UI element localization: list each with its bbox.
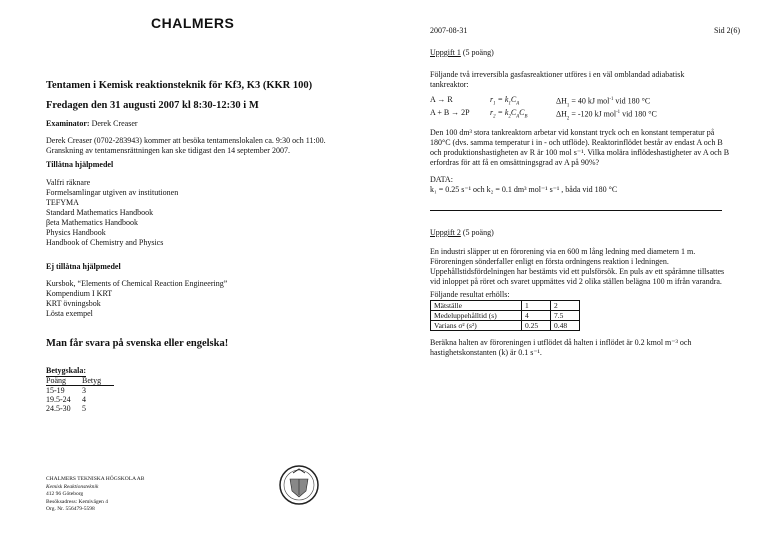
task-line: Beräkna halten av föroreningen i utflödet då halten i inflödet är 0.2 kmol m⁻³ och xyxy=(430,338,692,347)
exam-datetime: Fredagen den 31 augusti 2007 kl 8:30-12:30 i M xyxy=(46,100,259,111)
table-row xyxy=(46,404,114,413)
list-item: Kursbok, “Elements of Chemical Reaction Engineering” xyxy=(46,279,228,288)
results-cell: 1 xyxy=(522,301,551,311)
grade-cell: 15-19 xyxy=(46,386,65,395)
exam-title: Tentamen i Kemisk reaktionsteknik för Kf3, K3 (KKR 100) xyxy=(46,80,313,91)
list-item: Physics Handbook xyxy=(46,228,106,237)
body-line: vid inloppet på röret och svaret uppmättes vid 2 olika ställen belägna 100 m ifrån varandra. xyxy=(430,277,722,286)
results-cell: 7.5 xyxy=(551,311,580,321)
examiner-name: Derek Creaser xyxy=(91,119,138,128)
question-2-header xyxy=(430,228,494,238)
intro-line: Följande två irreversibla gasfasreaktioner utföres i en väl omblandad adiabatisk xyxy=(430,70,685,79)
allowed-list xyxy=(46,178,178,248)
grade-col-header: Betyg xyxy=(82,376,114,386)
task-line: hastighetskonstanten (k) är 0.1 s⁻¹. xyxy=(430,348,542,357)
table-row xyxy=(431,301,580,311)
table-row xyxy=(431,311,580,321)
results-cell: 0.25 xyxy=(522,321,551,331)
grade-heading: Betygskala: xyxy=(46,366,86,375)
not-allowed-list xyxy=(46,279,227,319)
university-seal-icon xyxy=(278,459,320,511)
question-2-task xyxy=(430,338,691,358)
footer-line: 412 96 Göteborg xyxy=(46,491,84,497)
grade-cell: 19.5-24 xyxy=(46,395,71,404)
question-1-points: (5 poäng) xyxy=(462,48,494,57)
footer-line: Besöksadress: Kemivägen 4 xyxy=(46,498,109,505)
visit-line: Derek Creaser (0702-283943) kommer att besöka tentamenslokalen ca. 9:30 och 11:00. xyxy=(46,136,326,145)
grade-table xyxy=(46,376,114,413)
chalmers-logo: CHALMERS xyxy=(151,15,235,31)
question-1-label: Uppgift 1 xyxy=(430,48,461,57)
results-label: Följande resultat erhölls: xyxy=(430,290,510,299)
table-row xyxy=(46,376,114,386)
grade-cell: 4 xyxy=(82,395,86,404)
body-line: En industri släpper ut en förorening via en 600 m lång ledning med diametern 1 m. xyxy=(430,247,696,256)
reaction-1-enthalpy: $\Delta H_1 = 40$ kJ mol$^{-1}$ vid 180 °C xyxy=(556,96,651,109)
grade-col-header: Poäng xyxy=(46,376,82,386)
list-item: KRT övningsbok xyxy=(46,299,101,308)
footer-line: CHALMERS TEKNISKA HÖGSKOLA AB xyxy=(46,476,145,482)
page-number: Sid 2(6) xyxy=(714,26,740,35)
reaction-2-enthalpy: $\Delta H_2 = -120$ kJ mol$^{-1}$ vid 180 °C xyxy=(556,109,657,122)
not-allowed-heading: Ej tillåtna hjälpmedel xyxy=(46,262,121,271)
list-item: Kompendium I KRT xyxy=(46,289,113,298)
question-1-intro xyxy=(430,70,684,90)
institution-footer xyxy=(46,476,144,514)
visit-info xyxy=(46,136,326,156)
grade-cell: 24.5-30 xyxy=(46,404,71,413)
results-cell: Varians σ² (s²) xyxy=(431,321,522,331)
reaction-1-rate: $r_1 = k_1C_A$ xyxy=(490,95,520,107)
list-item: Handbook of Chemistry and Physics xyxy=(46,238,164,247)
document-date: 2007-08-31 xyxy=(430,26,468,35)
table-row xyxy=(46,386,114,396)
grade-cell: 5 xyxy=(82,404,86,413)
results-table xyxy=(430,300,580,331)
question-1-header xyxy=(430,48,494,58)
question-2-body xyxy=(430,247,724,287)
table-row xyxy=(431,321,580,331)
grade-cell: 3 xyxy=(82,386,86,395)
body-line: 180°C (dvs. samma temperatur i in - och utflöde). Reaktorinflödet består av endast A och B xyxy=(430,138,723,147)
results-cell: 2 xyxy=(551,301,580,311)
data-label: DATA: xyxy=(430,175,453,184)
results-cell: Medeluppehålltid (s) xyxy=(431,311,522,321)
results-cell: Mätställe xyxy=(431,301,522,311)
body-line: Uppehållstidsfördelningen har bestämts vid ett pulsförsök. En puls av ett spårämne tillsattes xyxy=(430,267,725,276)
question-2-points: (5 poäng) xyxy=(462,228,494,237)
body-line: erfordras för att få en omsättningsgrad av A på 90%? xyxy=(430,158,600,167)
list-item: Formelsamlingar utgiven av institutionen xyxy=(46,188,179,197)
table-row xyxy=(46,395,114,404)
list-item: Lösta exempel xyxy=(46,309,93,318)
reaction-2-equation: A + B → 2P xyxy=(430,108,470,117)
body-line: och produktionshastigheten av R är 100 mol s⁻¹. Vilka molära inflödeshastigheter av A och B xyxy=(430,148,730,157)
list-item: Valfri räknare xyxy=(46,178,91,187)
footer-line: Kemisk Reaktionsteknik xyxy=(46,483,99,490)
results-cell: 4 xyxy=(522,311,551,321)
question-1-body xyxy=(430,128,729,168)
list-item: Standard Mathematics Handbook xyxy=(46,208,154,217)
reaction-2-rate: $r_2 = k_2C_AC_B$ xyxy=(490,108,528,120)
examiner-line xyxy=(46,119,138,129)
intro-line: tankreaktor: xyxy=(430,80,469,89)
question-2-label: Uppgift 2 xyxy=(430,228,461,237)
list-item: TEFYMA xyxy=(46,198,79,207)
language-note: Man får svara på svenska eller engelska! xyxy=(46,338,229,349)
footer-line: Org. Nr. 556479-5598 xyxy=(46,506,95,512)
data-constants: k₁ = 0.25 s⁻¹ och k₂ = 0.1 dm³ mol⁻¹ s⁻¹ , båda vid 180 °C xyxy=(430,185,618,194)
examiner-label: Examinator: xyxy=(46,119,90,128)
results-cell: 0.48 xyxy=(551,321,580,331)
body-line: Den 100 dm³ stora tankreaktorn arbetar vid konstant tryck och en konstant temperatur på xyxy=(430,128,715,137)
reaction-1-equation: A → R xyxy=(430,95,453,104)
review-line: Granskning av tentamensrättningen kan ske tidigast den 14 september 2007. xyxy=(46,146,290,155)
section-divider xyxy=(430,210,722,211)
body-line: Föroreningen sönderfaller enligt en första ordningens reaktion i ledningen. xyxy=(430,257,669,266)
list-item: βeta Mathematics Handbook xyxy=(46,218,139,227)
allowed-heading: Tillåtna hjälpmedel xyxy=(46,160,114,169)
